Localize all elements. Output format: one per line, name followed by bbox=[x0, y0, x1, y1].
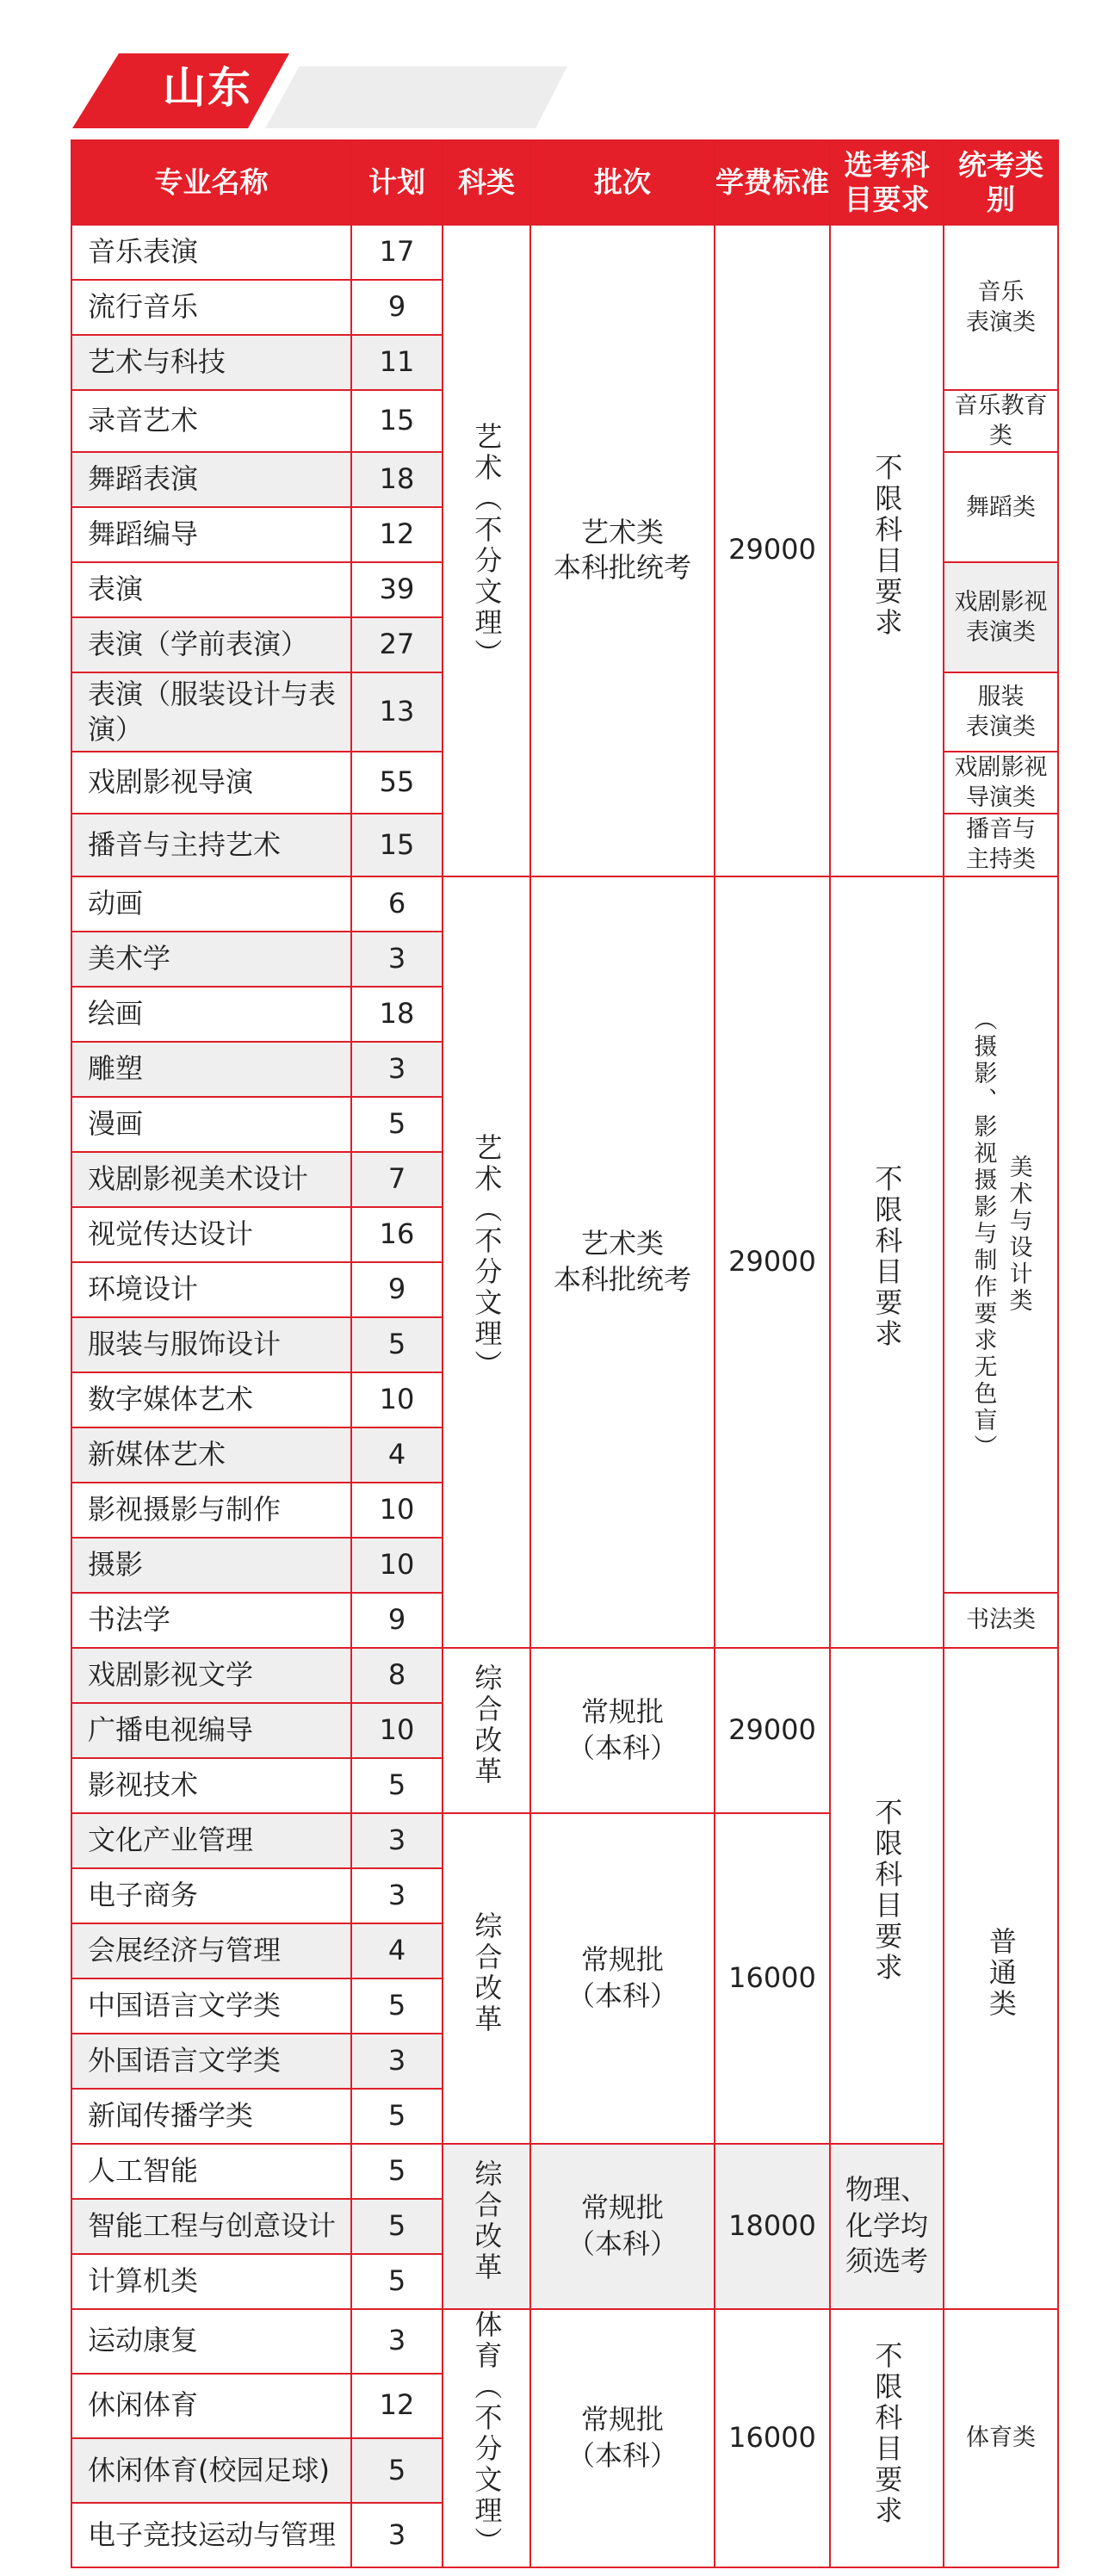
major-name: 影视技术 bbox=[71, 1758, 351, 1813]
category-cell bbox=[443, 2144, 530, 2309]
subject-requirement-cell bbox=[830, 1648, 944, 2144]
major-name: 戏剧影视导演 bbox=[71, 752, 351, 814]
major-name: 书法学 bbox=[71, 1593, 351, 1648]
header-exam-type: 统考类别 bbox=[944, 140, 1058, 225]
major-name: 播音与主持艺术 bbox=[71, 814, 351, 876]
plan-count: 39 bbox=[351, 562, 443, 617]
category-cell bbox=[443, 225, 530, 876]
major-name: 摄影 bbox=[71, 1538, 351, 1593]
header-plan: 计划 bbox=[351, 140, 443, 225]
plan-count: 12 bbox=[351, 507, 443, 562]
batch-cell: 常规批 （本科） bbox=[530, 2309, 715, 2568]
plan-count: 3 bbox=[351, 2034, 443, 2089]
plan-count: 16 bbox=[351, 1207, 443, 1262]
exam-type-cell: 戏剧影视 导演类 bbox=[944, 752, 1058, 814]
plan-count: 3 bbox=[351, 1868, 443, 1923]
plan-count: 18 bbox=[351, 987, 443, 1042]
major-name: 表演（服装设计与表演） bbox=[71, 672, 351, 752]
major-name: 休闲体育 bbox=[71, 2374, 351, 2438]
exam-type-note: （摄影、影视摄影与制作要求无色盲） bbox=[969, 1007, 997, 1462]
subject-requirement-text: 不限科目要求 bbox=[870, 1164, 904, 1351]
major-name: 戏剧影视美术设计 bbox=[71, 1152, 351, 1207]
plan-count: 15 bbox=[351, 814, 443, 876]
plan-count: 5 bbox=[351, 2199, 443, 2254]
exam-type-cell: 舞蹈类 bbox=[944, 452, 1058, 562]
major-name: 音乐表演 bbox=[71, 225, 351, 280]
plan-count: 6 bbox=[351, 876, 443, 932]
region-title: 山东 bbox=[163, 63, 252, 113]
exam-type-cell: 书法类 bbox=[944, 1593, 1058, 1648]
major-name: 影视摄影与制作 bbox=[71, 1483, 351, 1538]
category-text: 艺术（不分文理） bbox=[470, 1133, 504, 1382]
major-name: 新媒体艺术 bbox=[71, 1427, 351, 1483]
header-fee: 学费标准 bbox=[715, 140, 830, 225]
table-row bbox=[71, 2144, 1058, 2199]
major-name: 环境设计 bbox=[71, 1262, 351, 1317]
category-cell bbox=[443, 1648, 530, 1813]
exam-type-cell bbox=[944, 876, 1058, 1593]
exam-type-cell: 音乐 表演类 bbox=[944, 225, 1058, 390]
category-cell bbox=[443, 2309, 530, 2568]
fee-cell: 29000 bbox=[715, 1648, 830, 1813]
category-text: 体育（不分文理） bbox=[470, 2309, 504, 2558]
plan-count: 7 bbox=[351, 1152, 443, 1207]
major-name: 戏剧影视文学 bbox=[71, 1648, 351, 1703]
exam-type-cell: 音乐教育类 bbox=[944, 390, 1058, 452]
admission-plan-table bbox=[71, 139, 1059, 2568]
header-category: 科类 bbox=[443, 140, 530, 225]
subject-requirement-text: 不限科目要求 bbox=[870, 1798, 904, 1985]
table-row bbox=[71, 1648, 1058, 1703]
table-header-row bbox=[71, 140, 1058, 225]
plan-count: 18 bbox=[351, 452, 443, 507]
plan-count: 3 bbox=[351, 1042, 443, 1097]
major-name: 电子竞技运动与管理 bbox=[71, 2503, 351, 2567]
major-name: 休闲体育(校园足球) bbox=[71, 2438, 351, 2503]
major-name: 外国语言文学类 bbox=[71, 2034, 351, 2089]
subject-requirement-cell bbox=[830, 2309, 944, 2568]
plan-count: 10 bbox=[351, 1372, 443, 1427]
plan-count: 3 bbox=[351, 2503, 443, 2567]
plan-count: 5 bbox=[351, 2254, 443, 2309]
plan-count: 10 bbox=[351, 1483, 443, 1538]
fee-cell: 18000 bbox=[715, 2144, 830, 2309]
subject-requirement-cell bbox=[830, 876, 944, 1648]
batch-cell: 艺术类 本科批统考 bbox=[530, 225, 715, 876]
major-name: 艺术与科技 bbox=[71, 335, 351, 390]
category-cell bbox=[443, 1813, 530, 2144]
plan-count: 27 bbox=[351, 617, 443, 672]
exam-type-cell: 播音与 主持类 bbox=[944, 814, 1058, 876]
plan-count: 3 bbox=[351, 1813, 443, 1868]
major-name: 数字媒体艺术 bbox=[71, 1372, 351, 1427]
major-name: 录音艺术 bbox=[71, 390, 351, 452]
header-subject: 选考科目要求 bbox=[830, 140, 944, 225]
major-name: 表演（学前表演） bbox=[71, 617, 351, 672]
plan-count: 11 bbox=[351, 335, 443, 390]
plan-count: 13 bbox=[351, 672, 443, 752]
major-name: 表演 bbox=[71, 562, 351, 617]
category-text: 综合改革 bbox=[470, 1911, 504, 2036]
admission-table-wrapper bbox=[71, 139, 1059, 2568]
exam-type-text: 美术与设计类 bbox=[1005, 1154, 1032, 1315]
exam-type-cell: 戏剧影视 表演类 bbox=[944, 562, 1058, 672]
plan-count: 5 bbox=[351, 1758, 443, 1813]
plan-count: 4 bbox=[351, 1427, 443, 1483]
subject-requirement-cell bbox=[830, 225, 944, 876]
major-name: 人工智能 bbox=[71, 2144, 351, 2199]
major-name: 舞蹈表演 bbox=[71, 452, 351, 507]
exam-type-cell bbox=[944, 1648, 1058, 2309]
plan-count: 15 bbox=[351, 390, 443, 452]
table-row bbox=[71, 876, 1058, 932]
major-name: 智能工程与创意设计 bbox=[71, 2199, 351, 2254]
art-design-exam-type bbox=[944, 1007, 1057, 1461]
major-name: 舞蹈编导 bbox=[71, 507, 351, 562]
major-name: 计算机类 bbox=[71, 2254, 351, 2309]
category-text: 综合改革 bbox=[470, 2159, 504, 2284]
major-name: 雕塑 bbox=[71, 1042, 351, 1097]
major-name: 服装与服饰设计 bbox=[71, 1317, 351, 1372]
plan-count: 12 bbox=[351, 2374, 443, 2438]
plan-count: 5 bbox=[351, 2438, 443, 2503]
plan-count: 4 bbox=[351, 1923, 443, 1978]
plan-count: 10 bbox=[351, 1703, 443, 1758]
plan-count: 3 bbox=[351, 2309, 443, 2374]
plan-count: 9 bbox=[351, 1262, 443, 1317]
table-row bbox=[71, 2309, 1058, 2374]
plan-count: 5 bbox=[351, 1317, 443, 1372]
plan-count: 10 bbox=[351, 1538, 443, 1593]
category-text: 艺术（不分文理） bbox=[470, 421, 504, 670]
major-name: 运动康复 bbox=[71, 2309, 351, 2374]
batch-cell: 艺术类 本科批统考 bbox=[530, 876, 715, 1648]
major-name: 新闻传播学类 bbox=[71, 2089, 351, 2144]
major-name: 广播电视编导 bbox=[71, 1703, 351, 1758]
major-name: 美术学 bbox=[71, 932, 351, 987]
subject-requirement-text: 不限科目要求 bbox=[870, 2340, 904, 2527]
major-name: 会展经济与管理 bbox=[71, 1923, 351, 1978]
plan-count: 8 bbox=[351, 1648, 443, 1703]
exam-type-cell: 服装 表演类 bbox=[944, 672, 1058, 752]
plan-count: 9 bbox=[351, 280, 443, 335]
major-name: 绘画 bbox=[71, 987, 351, 1042]
subject-requirement-text: 不限科目要求 bbox=[870, 452, 904, 639]
subject-requirement-cell: 物理、 化学均 须选考 bbox=[830, 2144, 944, 2309]
major-name: 视觉传达设计 bbox=[71, 1207, 351, 1262]
fee-cell: 16000 bbox=[715, 1813, 830, 2144]
header-major: 专业名称 bbox=[71, 140, 351, 225]
major-name: 电子商务 bbox=[71, 1868, 351, 1923]
plan-count: 3 bbox=[351, 932, 443, 987]
category-cell bbox=[443, 876, 530, 1648]
table-body bbox=[71, 225, 1058, 2567]
fee-cell: 29000 bbox=[715, 225, 830, 876]
major-name: 漫画 bbox=[71, 1097, 351, 1152]
plan-count: 55 bbox=[351, 752, 443, 814]
exam-type-cell: 体育类 bbox=[944, 2309, 1058, 2568]
exam-type-text: 普通类 bbox=[984, 1927, 1018, 2021]
batch-cell: 常规批 （本科） bbox=[530, 1648, 715, 1813]
major-name: 动画 bbox=[71, 876, 351, 932]
batch-cell: 常规批 （本科） bbox=[530, 1813, 715, 2144]
plan-count: 5 bbox=[351, 2089, 443, 2144]
plan-count: 5 bbox=[351, 1097, 443, 1152]
table-row bbox=[71, 225, 1058, 280]
plan-count: 17 bbox=[351, 225, 443, 280]
plan-count: 5 bbox=[351, 2144, 443, 2199]
header-batch: 批次 bbox=[530, 140, 715, 225]
plan-count: 5 bbox=[351, 1978, 443, 2034]
major-name: 中国语言文学类 bbox=[71, 1978, 351, 2034]
category-text: 综合改革 bbox=[470, 1663, 504, 1788]
batch-cell: 常规批 （本科） bbox=[530, 2144, 715, 2309]
plan-count: 9 bbox=[351, 1593, 443, 1648]
fee-cell: 29000 bbox=[715, 876, 830, 1648]
major-name: 流行音乐 bbox=[71, 280, 351, 335]
fee-cell: 16000 bbox=[715, 2309, 830, 2568]
major-name: 文化产业管理 bbox=[71, 1813, 351, 1868]
